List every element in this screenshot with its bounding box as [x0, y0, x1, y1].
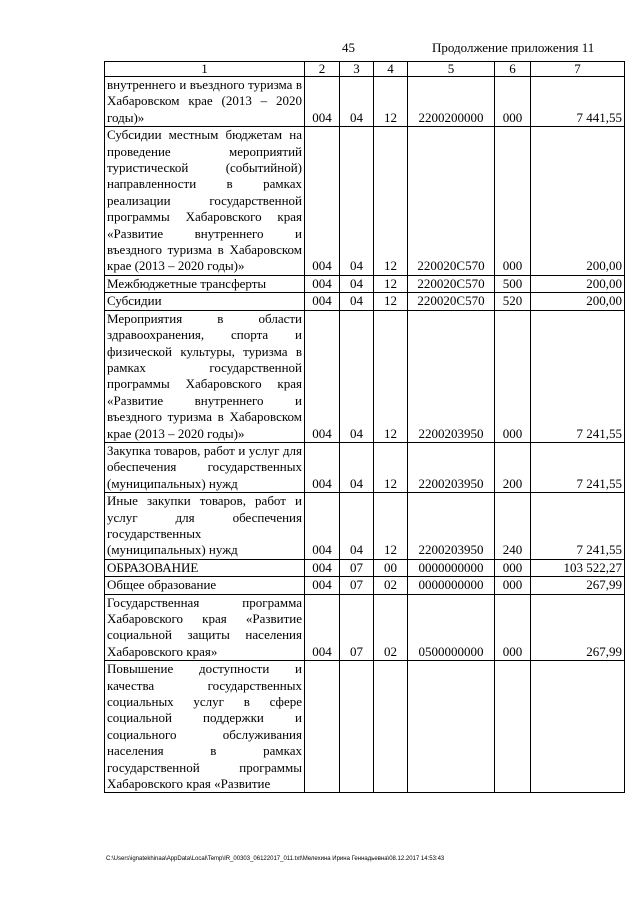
column-header: 1: [105, 62, 305, 77]
cell-expense-type: 000: [495, 594, 531, 661]
cell-subsection: 12: [374, 493, 408, 560]
row-name: Мероприятия в области здравоохранения, спорта и физической культуры, туризма в рамках государственной программы Хабаровского края «Развитие внутреннего и въездного туризма в Хабаровском крае (2013 – 2020 годы)»: [105, 310, 305, 442]
row-name: Общее образование: [105, 577, 305, 594]
cell-expense-type: 000: [495, 77, 531, 127]
cell-expense-type: 000: [495, 310, 531, 442]
row-name: Субсидии местным бюджетам на проведение мероприятий туристической (событийной) направленности в рамках реализации государственной программы Хабаровского края «Развитие внутреннего и въездного туризма в Хабаровском крае (2013 – 2020 годы)»: [105, 127, 305, 276]
cell-amount: 7 241,55: [531, 442, 625, 492]
cell-subsection: 12: [374, 127, 408, 276]
cell-section: 04: [340, 493, 374, 560]
row-name: Закупка товаров, работ и услуг для обеспечения государственных (муниципальных) нужд: [105, 442, 305, 492]
cell-subsection: 00: [374, 559, 408, 576]
cell-section: 04: [340, 77, 374, 127]
table-row: [105, 577, 625, 594]
cell-code: 004: [305, 275, 340, 292]
table-row: [105, 661, 625, 793]
cell-target: 0000000000: [408, 577, 495, 594]
cell-subsection: 12: [374, 77, 408, 127]
budget-table: [104, 61, 625, 793]
cell-subsection: [374, 661, 408, 793]
cell-amount: 200,00: [531, 127, 625, 276]
row-name: Государственная программа Хабаровского края «Развитие социальной защиты населения Хабаровского края»: [105, 594, 305, 661]
cell-target: 220020С570: [408, 293, 495, 310]
cell-section: 07: [340, 577, 374, 594]
table-row: [105, 127, 625, 276]
cell-section: 04: [340, 127, 374, 276]
cell-code: 004: [305, 559, 340, 576]
column-header: 4: [374, 62, 408, 77]
cell-target: 2200203950: [408, 310, 495, 442]
cell-code: 004: [305, 127, 340, 276]
cell-section: 07: [340, 594, 374, 661]
cell-target: 0000000000: [408, 559, 495, 576]
row-name: Иные закупки товаров, работ и услуг для обеспечения государственных (муниципальных) нужд: [105, 493, 305, 560]
row-name: Повышение доступности и качества государственных социальных услуг в сфере социальной поддержки и социального обслуживания населения в рамках государственной программы Хабаровского края «Развитие: [105, 661, 305, 793]
cell-target: [408, 661, 495, 793]
column-header: 6: [495, 62, 531, 77]
cell-code: [305, 661, 340, 793]
cell-target: 2200203950: [408, 442, 495, 492]
cell-expense-type: 240: [495, 493, 531, 560]
column-header: 5: [408, 62, 495, 77]
table-row: [105, 275, 625, 292]
cell-code: 004: [305, 493, 340, 560]
cell-section: [340, 661, 374, 793]
cell-expense-type: 200: [495, 442, 531, 492]
cell-target: 0500000000: [408, 594, 495, 661]
cell-expense-type: [495, 661, 531, 793]
cell-amount: 267,99: [531, 577, 625, 594]
table-row: [105, 310, 625, 442]
cell-code: 004: [305, 577, 340, 594]
row-name: Межбюджетные трансферты: [105, 275, 305, 292]
cell-section: 07: [340, 559, 374, 576]
cell-target: 220020С570: [408, 127, 495, 276]
cell-target: 2200203950: [408, 493, 495, 560]
continuation-label: Продолжение приложения 11: [432, 40, 595, 55]
cell-expense-type: 000: [495, 127, 531, 276]
table-header-row: [105, 62, 625, 77]
cell-subsection: 12: [374, 293, 408, 310]
cell-amount: 7 441,55: [531, 77, 625, 127]
cell-expense-type: 000: [495, 559, 531, 576]
cell-target: 2200200000: [408, 77, 495, 127]
cell-subsection: 12: [374, 442, 408, 492]
column-header: 3: [340, 62, 374, 77]
row-name: ОБРАЗОВАНИЕ: [105, 559, 305, 576]
page-number: 45: [342, 40, 355, 55]
table-row: [105, 77, 625, 127]
column-header: 7: [531, 62, 625, 77]
footer-path: C:\Users\ignatekhinaa\AppData\Local\Temp\IR_00303_06122017_011.txt\Мелехина Ирина Геннадьевна\08.12.2017 14:53:43: [106, 856, 445, 862]
cell-amount: 103 522,27: [531, 559, 625, 576]
table-row: [105, 559, 625, 576]
cell-expense-type: 000: [495, 577, 531, 594]
cell-section: 04: [340, 442, 374, 492]
cell-code: 004: [305, 293, 340, 310]
cell-subsection: 12: [374, 310, 408, 442]
cell-expense-type: 500: [495, 275, 531, 292]
row-name: Субсидии: [105, 293, 305, 310]
table-row: [105, 293, 625, 310]
cell-amount: 200,00: [531, 293, 625, 310]
column-header: 2: [305, 62, 340, 77]
cell-expense-type: 520: [495, 293, 531, 310]
cell-amount: 7 241,55: [531, 310, 625, 442]
cell-code: 004: [305, 77, 340, 127]
table-row: [105, 493, 625, 560]
cell-target: 220020С570: [408, 275, 495, 292]
table-row: [105, 442, 625, 492]
cell-subsection: 02: [374, 594, 408, 661]
cell-code: 004: [305, 594, 340, 661]
cell-section: 04: [340, 293, 374, 310]
table-row: [105, 594, 625, 661]
cell-amount: [531, 661, 625, 793]
cell-code: 004: [305, 310, 340, 442]
cell-amount: 7 241,55: [531, 493, 625, 560]
cell-amount: 200,00: [531, 275, 625, 292]
cell-code: 004: [305, 442, 340, 492]
row-name: внутреннего и въездного туризма в Хабаровском крае (2013 – 2020 годы)»: [105, 77, 305, 127]
cell-section: 04: [340, 275, 374, 292]
cell-section: 04: [340, 310, 374, 442]
cell-subsection: 02: [374, 577, 408, 594]
cell-subsection: 12: [374, 275, 408, 292]
cell-amount: 267,99: [531, 594, 625, 661]
